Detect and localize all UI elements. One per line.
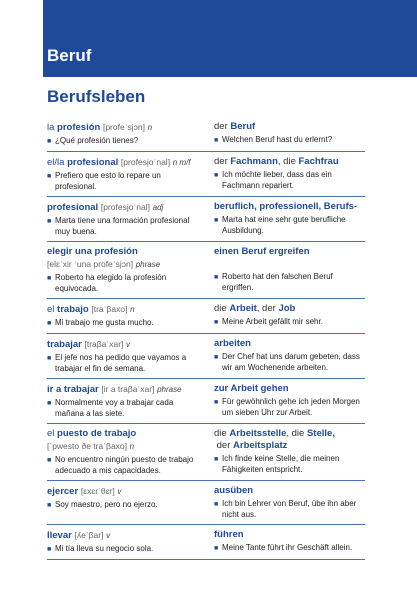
de-word-3: Arbeitsplatz <box>233 440 288 451</box>
es-example: El jefe nos ha pedido que vayamos a trabajar el fin de semana. <box>55 353 187 373</box>
spanish-entry <box>47 485 206 520</box>
vocab-row <box>47 334 365 379</box>
de-word: einen Beruf ergreifen <box>214 246 310 257</box>
es-ipa: [ˈpwesto ðe traˈβaxo] <box>47 441 128 451</box>
german-entry <box>206 338 365 374</box>
es-example: No encuentro ningún puesto de trabajo adecuado a mis capacidades. <box>55 455 194 475</box>
es-example: ¿Qué profesión tienes? <box>55 136 139 145</box>
spanish-entry <box>47 303 206 329</box>
es-ipa: [elɛˈxir ˈuna profeˈsjɔn] <box>47 259 134 269</box>
de-article: die <box>214 428 227 439</box>
bullet-icon: ■ <box>214 172 219 179</box>
es-ipa: [ɛxɛrˈθɛr] <box>80 486 115 496</box>
spanish-entry <box>47 428 206 476</box>
de-article: der <box>214 156 228 167</box>
es-example: Marta tiene una formación profesional muy buena. <box>55 216 190 236</box>
vocab-row <box>47 424 365 481</box>
es-pos: v <box>117 487 122 496</box>
de-word: beruflich, professionell, Berufs- <box>214 201 358 212</box>
es-word: ir a trabajar <box>47 384 99 395</box>
es-article: el/la <box>47 157 65 168</box>
de-example: Marta hat eine sehr gute berufliche Ausbildung. <box>222 215 346 235</box>
spanish-entry <box>47 121 206 147</box>
de-word: Arbeitsstelle <box>229 428 287 439</box>
spanish-entry <box>47 156 206 192</box>
de-word-2: Fachfrau <box>298 156 339 167</box>
es-ipa: [profesjoˈnal] <box>120 157 171 167</box>
de-article: die <box>214 303 227 314</box>
bullet-icon: ■ <box>214 354 219 361</box>
vocab-row <box>47 197 365 242</box>
bullet-icon: ■ <box>47 457 52 464</box>
german-entry <box>206 529 365 555</box>
es-example: Prefiero que esto lo repare un profesional. <box>55 171 161 191</box>
chapter-header <box>43 0 417 77</box>
es-article: el <box>47 304 55 315</box>
vocab-row <box>47 379 365 424</box>
bullet-icon: ■ <box>47 546 52 553</box>
vocabulary-table <box>47 117 365 560</box>
es-article: el <box>47 428 55 439</box>
spanish-entry <box>47 246 206 294</box>
bullet-icon: ■ <box>47 355 52 362</box>
de-example: Ich möchte lieber, dass das ein Fachmann repariert. <box>222 170 332 190</box>
bullet-icon: ■ <box>214 456 219 463</box>
vocab-row <box>47 152 365 197</box>
es-word: llevar <box>47 530 72 541</box>
de-word: Arbeit <box>229 303 257 314</box>
es-ipa: [ir a traβaˈxar] <box>101 384 155 394</box>
de-example: Welchen Beruf hast du erlernt? <box>222 135 333 144</box>
bullet-icon: ■ <box>214 545 219 552</box>
bullet-icon: ■ <box>214 137 219 144</box>
es-ipa: [ʎeˈβar] <box>74 530 104 540</box>
de-word-2: Stelle, <box>306 428 335 439</box>
section-title: Berufsleben <box>47 87 146 106</box>
de-example: Ich bin Lehrer von Beruf, übe ihn aber nicht aus. <box>222 499 357 519</box>
bullet-icon: ■ <box>47 320 52 327</box>
es-pos: n m/f <box>172 158 191 167</box>
de-article-2: der <box>216 440 231 451</box>
german-entry <box>206 246 365 294</box>
de-word: ausüben <box>214 485 254 496</box>
es-word: elegir una profesión <box>47 246 138 257</box>
bullet-icon: ■ <box>214 217 219 224</box>
bullet-icon: ■ <box>214 399 219 406</box>
de-example: Für gewöhnlich gehe ich jeden Morgen um sieben Uhr zur Arbeit. <box>222 397 360 417</box>
es-example: Roberto ha elegido la profesión equivocada. <box>55 273 167 293</box>
vocab-row <box>47 481 365 525</box>
spanish-entry <box>47 529 206 555</box>
german-entry <box>206 303 365 329</box>
de-word: Fachmann <box>230 156 278 167</box>
german-entry <box>206 383 365 419</box>
bullet-icon: ■ <box>214 501 219 508</box>
de-word: arbeiten <box>214 338 251 349</box>
es-pos: n <box>147 123 153 132</box>
es-pos: v <box>126 340 131 349</box>
es-word: profesión <box>57 122 101 133</box>
de-separator: , der <box>256 303 276 314</box>
es-ipa: [traβaˈxar] <box>84 339 124 349</box>
bullet-icon: ■ <box>47 502 52 509</box>
de-example: Der Chef hat uns darum gebeten, dass wir am Wochenende arbeiten. <box>222 352 360 372</box>
vocab-row <box>47 117 365 152</box>
bullet-icon: ■ <box>47 275 52 282</box>
es-word: trabajo <box>57 304 89 315</box>
de-separator: , die <box>286 428 305 439</box>
es-word: puesto de trabajo <box>57 428 137 439</box>
german-entry <box>206 201 365 237</box>
es-word: trabajar <box>47 339 82 350</box>
es-pos: adj <box>152 203 164 212</box>
de-word: Beruf <box>230 121 256 132</box>
spanish-entry <box>47 383 206 419</box>
es-ipa: [profeˈsjɔn] <box>102 122 146 132</box>
bullet-icon: ■ <box>214 319 219 326</box>
spanish-entry <box>47 201 206 237</box>
vocab-row <box>47 242 365 299</box>
vocab-row <box>47 525 365 560</box>
de-word-2: Job <box>278 303 296 314</box>
de-word: führen <box>214 529 244 540</box>
es-pos: phrase <box>157 385 182 394</box>
german-entry <box>206 156 365 192</box>
german-entry <box>206 121 365 147</box>
bullet-icon: ■ <box>47 138 52 145</box>
bullet-icon: ■ <box>47 218 52 225</box>
es-example: Mi tía lleva su negocio sola. <box>55 544 154 553</box>
es-example: Soy maestro, pero no ejerzo. <box>55 500 158 509</box>
bullet-icon: ■ <box>214 274 219 281</box>
es-example: Mi trabajo me gusta mucho. <box>55 318 154 327</box>
bullet-icon: ■ <box>47 400 52 407</box>
es-pos: n <box>130 305 135 314</box>
de-example: Roberto hat den falschen Beruf ergriffen. <box>222 272 333 292</box>
bullet-icon: ■ <box>47 173 52 180</box>
es-word: ejercer <box>47 486 79 497</box>
de-example: Meine Arbeit gefällt mir sehr. <box>222 317 323 326</box>
de-example: Ich finde keine Stelle, die meinen Fähigkeiten entspricht. <box>222 454 340 474</box>
de-separator: , die <box>277 156 296 167</box>
es-pos: phrase <box>135 260 161 269</box>
es-ipa: [profesjoˈnal] <box>100 202 150 212</box>
chapter-title: Beruf <box>47 46 92 65</box>
es-pos: n <box>129 442 135 451</box>
vocab-row <box>47 299 365 334</box>
es-example: Normalmente voy a trabajar cada mañana a las siete. <box>55 398 174 418</box>
german-entry <box>206 485 365 520</box>
german-entry <box>206 428 365 476</box>
es-article: la <box>47 122 55 133</box>
de-word: zur Arbeit gehen <box>214 383 289 394</box>
de-article: der <box>214 121 228 132</box>
es-ipa: [traˈβaxo] <box>91 304 128 314</box>
es-pos: v <box>106 531 111 540</box>
es-word: profesional <box>47 202 99 213</box>
es-word: profesional <box>67 157 119 168</box>
de-example: Meine Tante führt ihr Geschäft allein. <box>222 543 353 552</box>
spanish-entry <box>47 338 206 374</box>
